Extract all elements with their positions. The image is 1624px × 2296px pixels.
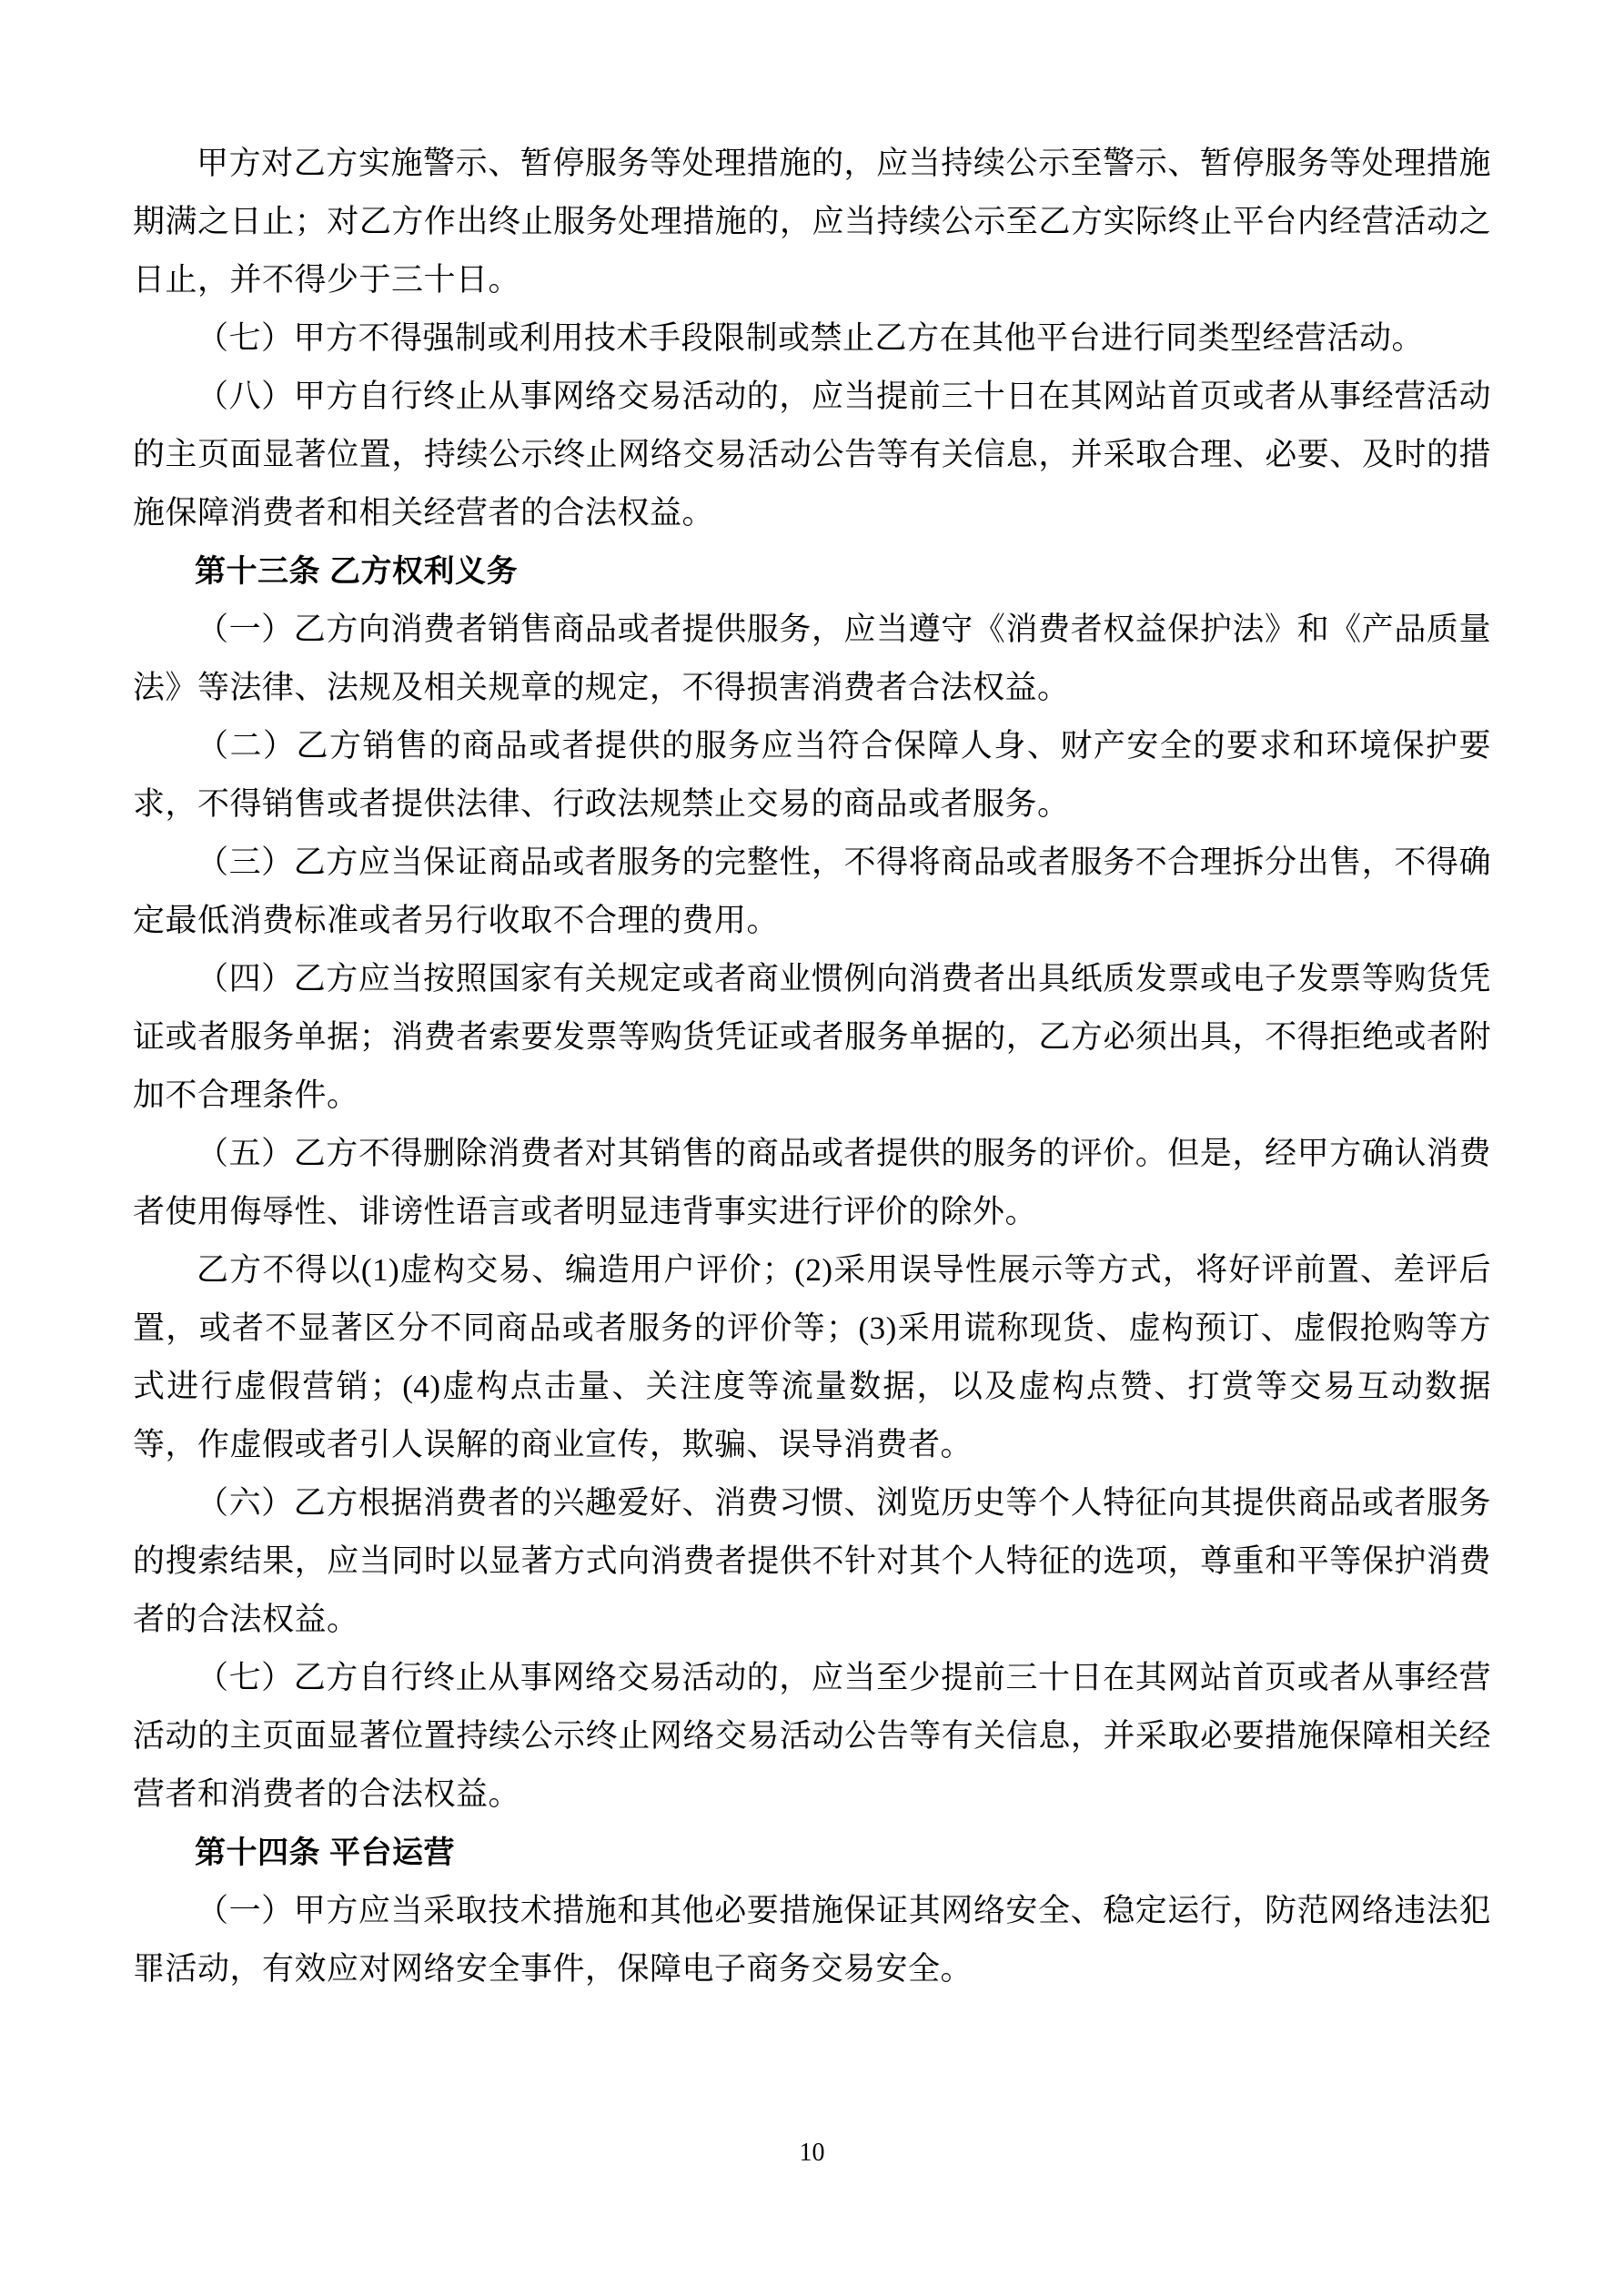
section-heading: 第十三条 乙方权利义务: [195, 554, 518, 589]
paragraph: （六）乙方根据消费者的兴趣爱好、消费习惯、浏览历史等个人特征向其提供商品或者服务的搜索结果，应当同时以显著方式向消费者提供不针对其个人特征的选项，尊重和平等保护消费者的合法权益。: [133, 1485, 1491, 1637]
document-body: [133, 135, 1491, 1998]
paragraph: 甲方对乙方实施警示、暂停服务等处理措施的，应当持续公示至警示、暂停服务等处理措施期满之日止；对乙方作出终止服务处理措施的，应当持续公示至乙方实际终止平台内经营活动之日止，并不得少于三十日。: [133, 146, 1491, 298]
paragraph: （二）乙方销售的商品或者提供的服务应当符合保障人身、财产安全的要求和环境保护要求，不得销售或者提供法律、行政法规禁止交易的商品或者服务。: [133, 728, 1491, 822]
paragraph: （八）甲方自行终止从事网络交易活动的，应当提前三十日在其网站首页或者从事经营活动的主页面显著位置，持续公示终止网络交易活动公告等有关信息，并采取合理、必要、及时的措施保障消费者和相关经营者的合法权益。: [133, 379, 1491, 531]
section-heading: 第十四条 平台运营: [195, 1836, 455, 1870]
paragraph: （三）乙方应当保证商品或者服务的完整性，不得将商品或者服务不合理拆分出售，不得确定最低消费标准或者另行收取不合理的费用。: [133, 845, 1491, 938]
paragraph: （七）乙方自行终止从事网络交易活动的，应当至少提前三十日在其网站首页或者从事经营活动的主页面显著位置持续公示终止网络交易活动公告等有关信息，并采取必要措施保障相关经营者和消费者的合法权益。: [133, 1660, 1491, 1812]
paragraph: （四）乙方应当按照国家有关规定或者商业惯例向消费者出具纸质发票或电子发票等购货凭证或者服务单据；消费者索要发票等购货凭证或者服务单据的，乙方必须出具，不得拒绝或者附加不合理条件。: [133, 961, 1491, 1113]
page-number: 10: [799, 2139, 825, 2167]
paragraph: （七）甲方不得强制或利用技术手段限制或禁止乙方在其他平台进行同类型经营活动。: [197, 320, 1425, 356]
paragraph: （一）甲方应当采取技术措施和其他必要措施保证其网络安全、稳定运行，防范网络违法犯罪活动，有效应对网络安全事件，保障电子商务交易安全。: [133, 1893, 1491, 1987]
paragraph: （五）乙方不得删除消费者对其销售的商品或者提供的服务的评价。但是，经甲方确认消费者使用侮辱性、诽谤性语言或者明显违背事实进行评价的除外。: [133, 1136, 1491, 1229]
paragraph: 乙方不得以(1)虚构交易、编造用户评价；(2)采用误导性展示等方式，将好评前置、差评后置，或者不显著区分不同商品或者服务的评价等；(3)采用谎称现货、虚构预订、虚假抢购等方式进行虚假营销；(4)虚构点击量、关注度等流量数据，以及虚构点赞、打赏等交易互动数据等，作虚假或者引人误解的商业宣传，欺骗、误导消费者。: [133, 1252, 1491, 1462]
paragraph: （一）乙方向消费者销售商品或者提供服务，应当遵守《消费者权益保护法》和《产品质量法》等法律、法规及相关规章的规定，不得损害消费者合法权益。: [133, 612, 1491, 705]
